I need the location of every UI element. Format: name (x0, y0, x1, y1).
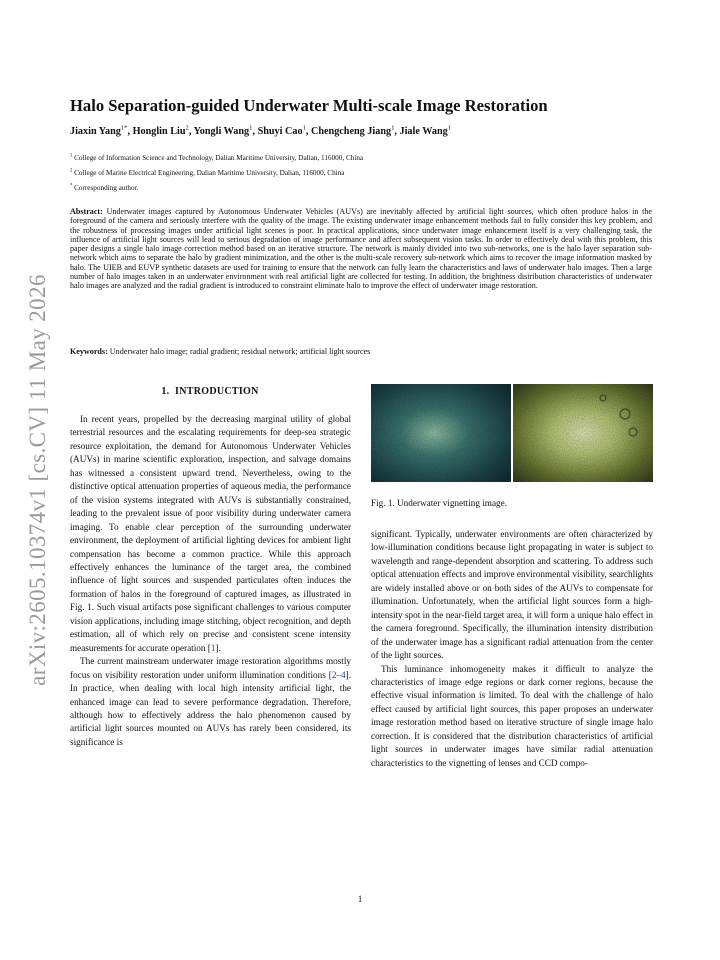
citation-link[interactable]: 2–4 (331, 669, 346, 680)
author-name: Yongli Wang (193, 126, 250, 137)
keywords (70, 347, 652, 357)
author-name: Honglin Liu (132, 126, 186, 137)
paragraph-text: The current mainstream underwater image restoration algorithms mostly focus on visibility restoration under uniform illumination conditions [ (70, 656, 351, 680)
author-affiliation-mark: 1* (120, 124, 128, 132)
corresponding-author-note (70, 183, 670, 193)
section-heading (70, 386, 350, 397)
author-affiliation-mark: 1 (302, 124, 306, 132)
figure-caption: Fig. 1. Underwater vignetting image. (371, 498, 507, 508)
paragraph-text: ]. (215, 642, 221, 653)
keywords-text: Underwater halo image; radial gradient; residual network; artificial light sources (109, 347, 371, 356)
abstract-text: Underwater images captured by Autonomous Underwater Vehicles (AUVs) are inevitably affected by artificial light sources, which often produce halos in the foreground of the camera and seriously interfere with the quality of the image. The existing underwater image enhancement methods fail to fully consider this key problem, and the robustness of processing images under artificial light scenes is poor. In practical applications, since underwater image enhancement itself is a very challenging task, the influence of artificial light sources will lead to serious degradation of image performance and affect subsequent vision tasks. In order to effectively deal with this problem, this paper designs a single halo image correction method based on an iterative structure. The network is mainly divided into two sub-networks, one is the halo layer separation sub-network which aims to separate the halo by gradient minimization, and the other is the multi-scale recovery sub-network which aims to recover the image information masked by halo. The UIEB and EUVP synthetic datasets are used for training to ensure that the network can fully learn the characteristics and laws of underwater halo images. Then a large number of halo images taken in an underwater environment with real artificial light are collected for testing. In addition, the brightness distribution characteristics of underwater halo images are analyzed and the radial gradient is introduced to constraint eliminate halo to improve the effect of underwater image restoration. (70, 207, 652, 291)
arxiv-side-stamp: arXiv:2605.10374v1 [cs.CV] 11 May 2026 (25, 274, 50, 686)
paragraph-text: ]. In practice, when dealing with local high intensity artificial light, the enhanced image can lead to severe performance degradation. Therefore, although how to effectively address the halo phenomenon caused by artificial light sources mounted on AUVs has rarely been considered, its significance is (70, 669, 351, 747)
affiliation-1 (70, 153, 670, 163)
figure-image (371, 384, 653, 482)
figure-1 (371, 384, 653, 482)
paragraph (70, 413, 351, 655)
author-name: Shuyi Cao (257, 126, 303, 137)
abstract-label: Abstract: (70, 207, 103, 216)
section-title: INTRODUCTION (175, 386, 259, 397)
paragraph (70, 655, 351, 749)
page-number: 1 (357, 894, 363, 904)
body-column-left (70, 413, 351, 749)
paragraph-text: In recent years, propelled by the decreasing marginal utility of global terrestrial resources and the escalating requirements for deep-sea strategic resource exploitation, the demand for Autonomous Underwater Vehicles (AUVs) in marine scientific exploration, inspection, and salvage domains has witnessed a consistent upward trend. Nevertheless, owing to the distinctive optical attenuation properties of aqueous media, the performance of the vision systems integrated with AUVs is substantially constrained, leading to the prevalent issue of poor visibility during underwater camera imaging. To enable clear perception of the surrounding underwater environment, the deployment of artificial lighting devices for ambient light compensation has become a common practice. While this approach effectively enhances the luminance of the target area, the combined influence of light sources and suspended particulates often induces the formation of halos in the foreground of captured images, as illustrated in Fig. 1. Such visual artifacts pose significant challenges to various computer vision applications, including image stitching, object recognition, and depth estimation, all of which rely on precise and consistent scene intensity measurements for accurate operation [ (70, 414, 351, 653)
author-affiliation-mark: 1 (249, 124, 253, 132)
affiliation-text: Corresponding author. (74, 184, 139, 192)
author-affiliation-mark: 2 (185, 124, 189, 132)
affiliation-mark: * (70, 183, 73, 189)
affiliation-mark: 1 (70, 153, 73, 159)
affiliation-2 (70, 168, 670, 178)
affiliation-text: College of Information Science and Technology, Dalian Maritime University, Dalian, 116000, China (74, 154, 364, 162)
abstract (70, 207, 652, 291)
body-column-right (371, 528, 653, 770)
author-list: Jiaxin Yang$^{1*}$, Honglin Liu$^2$, Yongli Wang$^1$, Shuyi Cao$^1$, Chengcheng Jiang$^1$, Jiale Wang$^1$ (70, 124, 452, 137)
author-affiliation-mark: 1 (391, 124, 395, 132)
author-affiliation-mark: 1 (447, 124, 452, 132)
paper-title: Halo Separation-guided Underwater Multi-scale Image Restoration (70, 96, 548, 115)
keywords-label: Keywords: (70, 347, 108, 356)
paragraph: significant. Typically, underwater environments are often characterized by low-illumination conditions because light propagating in water is subject to wavelength and range-dependent absorption and scattering. To address such optical attenuation effects and improve environmental visibility, searchlights are widely installed above or on both sides of the AUVs to compensate for illumination. Unfortunately, when the artificial light sources form a high-intensity spot in the near-field target area, it will form a unique halo effect in the camera foreground. Specifically, the illumination intensity distribution of the underwater image has a significant radial attenuation from the center of the light sources. (371, 529, 653, 661)
section-number: 1. (161, 386, 170, 397)
paragraph: This luminance inhomogeneity makes it difficult to analyze the characteristics of image edge regions or dark corner regions, because the effective visual information is limited. To deal with the challenge of halo effect caused by artificial light sources, this paper proposes an underwater image restoration method based on iterative structure of single image halo correction. It is considered that the distribution characteristics of artificial light sources in underwater images have similar radial attenuation characteristics to the vignetting of lenses and CCD compo- (371, 663, 653, 768)
affiliation-mark: 2 (70, 168, 73, 174)
author-name: Chengcheng Jiang (310, 126, 392, 137)
citation-link[interactable]: 1 (210, 642, 216, 653)
author-name: Jiaxin Yang (70, 126, 121, 137)
author-name: Jiale Wang (399, 126, 448, 137)
affiliation-text: College of Marine Electrical Engineering, Dalian Maritime University, Dalian, 116000, China (74, 169, 345, 177)
